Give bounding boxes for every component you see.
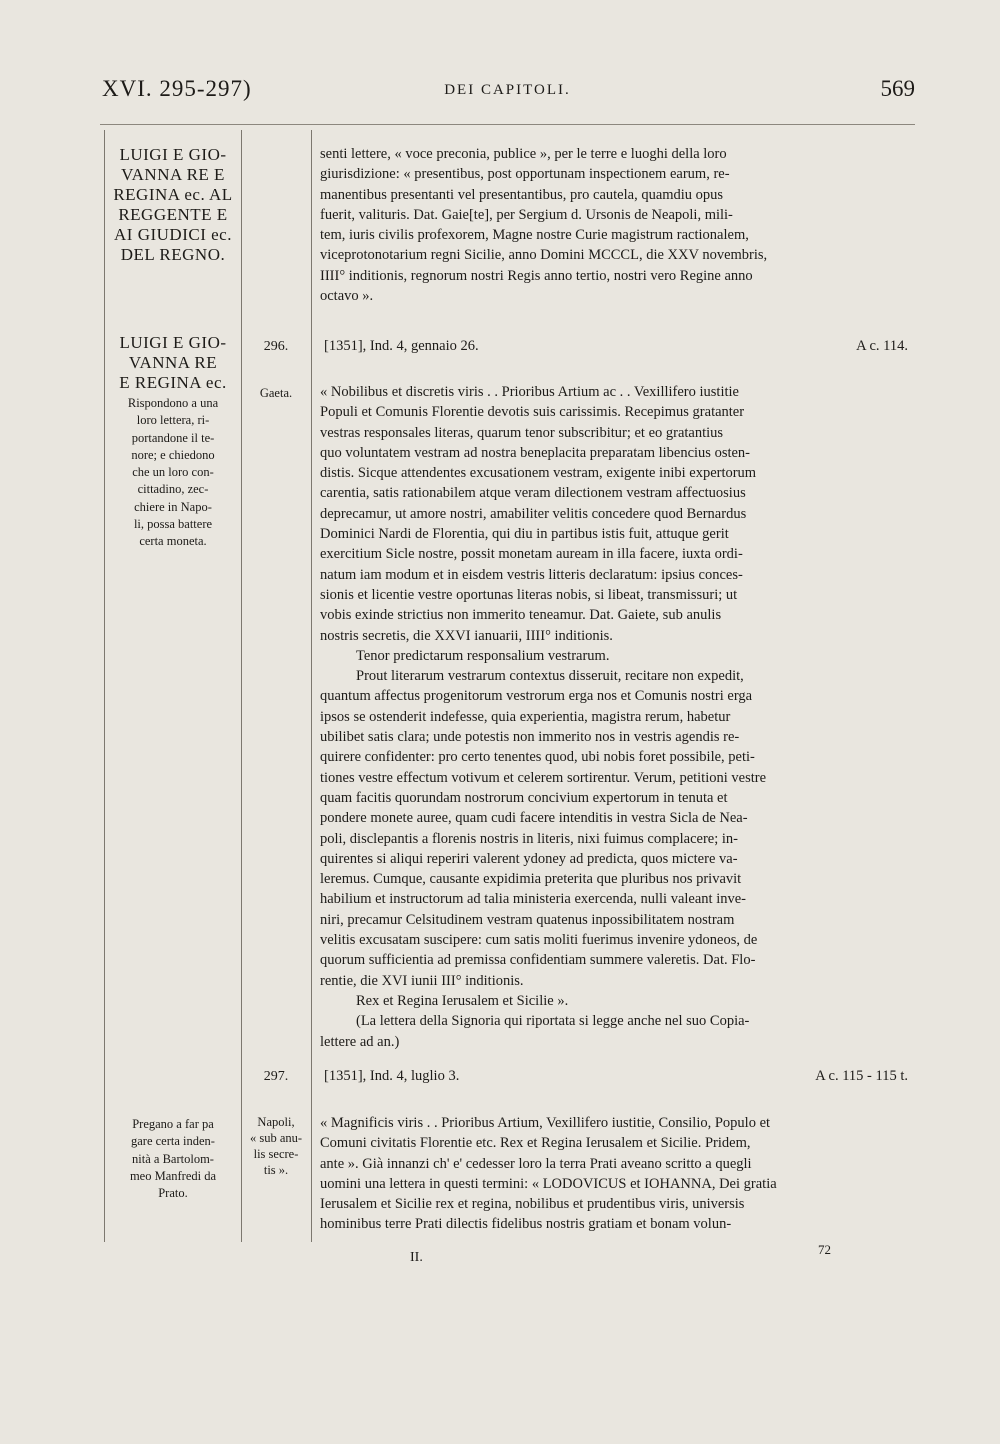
page-header — [100, 72, 915, 112]
sidebar-summary-297 — [108, 1116, 238, 1202]
text-line: (La lettera della Signoria qui riportata si legge anche nel suo Copia- — [356, 1013, 750, 1030]
sidebar-line: E REGINA ec. — [119, 373, 227, 392]
place-line: lis secre- — [253, 1147, 299, 1161]
text-block-296 — [320, 382, 908, 1052]
sidebar-line: REGGENTE E — [118, 205, 228, 224]
column-divider-middle-a — [241, 130, 242, 1242]
text-line: vestras responsales literas, quarum tenor subscribitur; et eo gratantius — [320, 424, 724, 441]
sidebar-line: AI GIUDICI ec. — [114, 225, 232, 244]
text-line: lettere ad an.) — [320, 1033, 400, 1050]
text-line: exercitium Sicle nostre, possit monetam auream in illa facere, iuxta ordi- — [320, 546, 743, 563]
column-divider-middle-b — [311, 130, 312, 1242]
text-line: IIII° inditionis, regnorum nostri Regis anno tertio, nostri vero Regine anno — [320, 267, 753, 284]
summary-line: Pregano a far pa — [132, 1117, 214, 1131]
text-line: uomini una lettera in questi termini: « LODOVICUS et IOHANNA, Dei gratia — [320, 1175, 777, 1192]
text-line: quam facitis quorundam nostrorum concivium expertorum in tenuta et — [320, 789, 728, 806]
entry-number-296: 296. — [263, 339, 289, 354]
running-head-title: DEI CAPITOLI. — [444, 82, 571, 98]
text-line: Rex et Regina Ierusalem et Sicilie ». — [356, 992, 569, 1009]
text-line: quirere confidenter: pro certo tenentes quod, ubi nobis foret possibile, peti- — [320, 749, 755, 766]
text-line: sionis et licentie vestre oportunas literas nobis, si libeat, transmissuri; ut — [320, 586, 738, 603]
entry-ref-297: A c. 115 - 115 t. — [815, 1068, 908, 1084]
summary-line: cittadino, zec- — [137, 482, 209, 497]
sidebar-heading-1 — [108, 145, 238, 265]
text-line: giurisdizione: « presentibus, post opportunam inspectionem earum, re- — [320, 166, 730, 183]
sidebar-entry-296 — [108, 333, 238, 551]
text-line: quantum affectus progenitorum vestrorum erga nos et Comunis nostri erga — [320, 688, 753, 705]
footer-page-mark: 72 — [818, 1242, 831, 1257]
text-block-297 — [320, 1113, 908, 1235]
summary-line: certa moneta. — [139, 534, 207, 549]
text-line: quo voluntatem vestram ad nostra beneplacita preparatam libencius osten- — [320, 444, 751, 461]
text-line: octavo ». — [320, 288, 374, 305]
text-line: Dominici Nardi de Florentia, qui diu in partibus istis fuit, attuque gerit — [320, 526, 729, 543]
entry-heading-296 — [320, 338, 908, 360]
text-line: ubilibet satis clara; unde potestis non immerito nos in vestris agendis re- — [320, 729, 740, 746]
entry-ref-296: A c. 114. — [856, 338, 908, 354]
signature-mark: II. — [410, 1250, 423, 1265]
text-line: Tenor predictarum responsalium vestrarum. — [356, 647, 610, 664]
sidebar-line: VANNA RE E — [121, 165, 225, 184]
text-line: pondere monete auree, quam cudi facere intenditis in vestra Sicla de Nea- — [320, 810, 748, 827]
text-line: manentibus presentanti vel presentantibus, pro cautela, quamdiu opus — [320, 186, 724, 203]
text-line: poli, disclepantis a florenis nostris in literis, nixi fuimus complacere; in- — [320, 830, 739, 847]
summary-line: nore; e chiedono — [131, 447, 215, 462]
entry-place-296 — [245, 385, 307, 401]
text-line: distis. Sicque attendentes excusationem vestram, exigente inibi expertorum — [320, 465, 757, 482]
sidebar-line: REGINA ec. AL — [113, 185, 233, 204]
text-line: niri, precamur Celsitudinem vestram quatenus inpossibilitatem nostram — [320, 911, 735, 928]
entry-number-297: 297. — [263, 1069, 289, 1084]
text-line: ante ». Già innanzi ch' e' cedesser loro la terra Prati aveano scritto a quegli — [320, 1155, 752, 1172]
text-line: natum iam modum et in eisdem vestris litteris declaratum: ipsius conces- — [320, 566, 743, 583]
text-line: Ierusalem et Sicilie rex et regina, nobilibus et prudentibus viris, universis — [320, 1196, 745, 1213]
summary-line: Prato. — [158, 1186, 188, 1201]
text-line: carentia, satis rationabilem atque veram dilectionem vestram affectuosius — [320, 485, 746, 502]
column-divider-left — [104, 130, 105, 1242]
text-line: ipsos se ostenderit indefesse, quia experientia, magistra rerum, habetur — [320, 708, 731, 725]
text-line: nostris secretis, die XXVI ianuarii, IIII° inditionis. — [320, 627, 613, 644]
sidebar-line: LUIGI E GIO- — [119, 145, 227, 164]
summary-line: li, possa battere — [133, 517, 213, 532]
text-line: deprecamur, ut amore nostri, amabiliter velitis concedere quod Bernardus — [320, 505, 747, 522]
page-number: 569 — [880, 76, 915, 101]
summary-line: loro lettera, ri- — [136, 413, 210, 428]
summary-line: chiere in Napo- — [134, 499, 212, 514]
text-line: Prout literarum vestrarum contextus disseruit, recitare non expedit, — [356, 668, 744, 685]
text-line: tem, iuris civilis profexorem, Magne nostre Curie magistrum ractionalem, — [320, 227, 749, 244]
place-line: tis ». — [263, 1163, 289, 1177]
running-head-left: XVI. 295-297) — [102, 76, 252, 101]
text-line: Comuni civitatis Florentie etc. Rex et Regina Ierusalem et Sicilie. Pridem, — [320, 1135, 751, 1152]
summary-line: meo Manfredi da — [129, 1168, 217, 1183]
summary-line: nità a Bartolom- — [132, 1151, 214, 1166]
text-line: senti lettere, « voce preconia, publice », per le terre e luoghi della loro — [320, 146, 727, 162]
summary-line: Rispondono a una — [127, 396, 219, 410]
text-block-1 — [320, 144, 908, 306]
text-line: leremus. Cumque, causante expidimia preterita que pluribus nos privavit — [320, 871, 742, 888]
sidebar-line: LUIGI E GIO- — [119, 333, 227, 352]
place-line: « sub anu- — [249, 1131, 303, 1145]
text-line: Populi et Comunis Florentie devotis suis carissimis. Recepimus gratanter — [320, 404, 745, 421]
text-line: habilium et instructorum ad talia ministeria exercenda, nulli valeant inve- — [320, 891, 746, 908]
place-line: Napoli, — [257, 1115, 295, 1129]
summary-line: gare certa inden- — [131, 1134, 215, 1149]
entry-place-297 — [245, 1114, 307, 1178]
summary-line: portandone il te- — [131, 430, 215, 445]
text-line: fuerit, valituris. Dat. Gaie[te], per Sergium d. Ursonis de Neapoli, mili- — [320, 206, 733, 223]
text-line: vobis exinde strictius non immerito teneamur. Dat. Gaiete, sub anulis — [320, 607, 722, 624]
text-line: « Magnificis viris . . Prioribus Artium, Vexillifero iustitie, Consilio, Populo et — [320, 1115, 771, 1131]
sidebar-heading-2 — [108, 333, 238, 393]
entry-heading-297 — [320, 1068, 908, 1090]
text-line: quirentes si aliqui reperiri valerent ydoney ad predicta, quos mictere va- — [320, 850, 738, 867]
text-line: tiones vestre effectum votivum et celerem sortirentur. Verum, petitioni vestre — [320, 769, 767, 786]
text-line: hominibus terre Prati dilectis fidelibus nostris gratiam et bonam volun- — [320, 1216, 732, 1233]
sidebar-line: DEL REGNO. — [120, 245, 226, 264]
entry-date-297: [1351], Ind. 4, luglio 3. — [324, 1068, 460, 1084]
place-line: Gaeta. — [259, 386, 293, 400]
header-rule — [100, 124, 915, 125]
entry-date-296: [1351], Ind. 4, gennaio 26. — [324, 338, 479, 354]
summary-line: che un loro con- — [132, 465, 214, 480]
sidebar-summary-296 — [108, 395, 238, 551]
text-line: viceprotonotarium regni Sicilie, anno Domini MCCCL, die XXV novembris, — [320, 247, 768, 264]
text-line: velitis excusatam suscipere: cum satis moliti fuerimus invenire ydoneos, de — [320, 932, 758, 949]
text-line: « Nobilibus et discretis viris . . Prioribus Artium ac . . Vexillifero iustitie — [320, 384, 739, 400]
sidebar-line: VANNA RE — [128, 353, 218, 372]
text-line: quorum sufficientia ad premissa confidentiam summere valeretis. Dat. Flo- — [320, 952, 756, 969]
text-line: rentie, die XVI iunii III° inditionis. — [320, 972, 524, 989]
